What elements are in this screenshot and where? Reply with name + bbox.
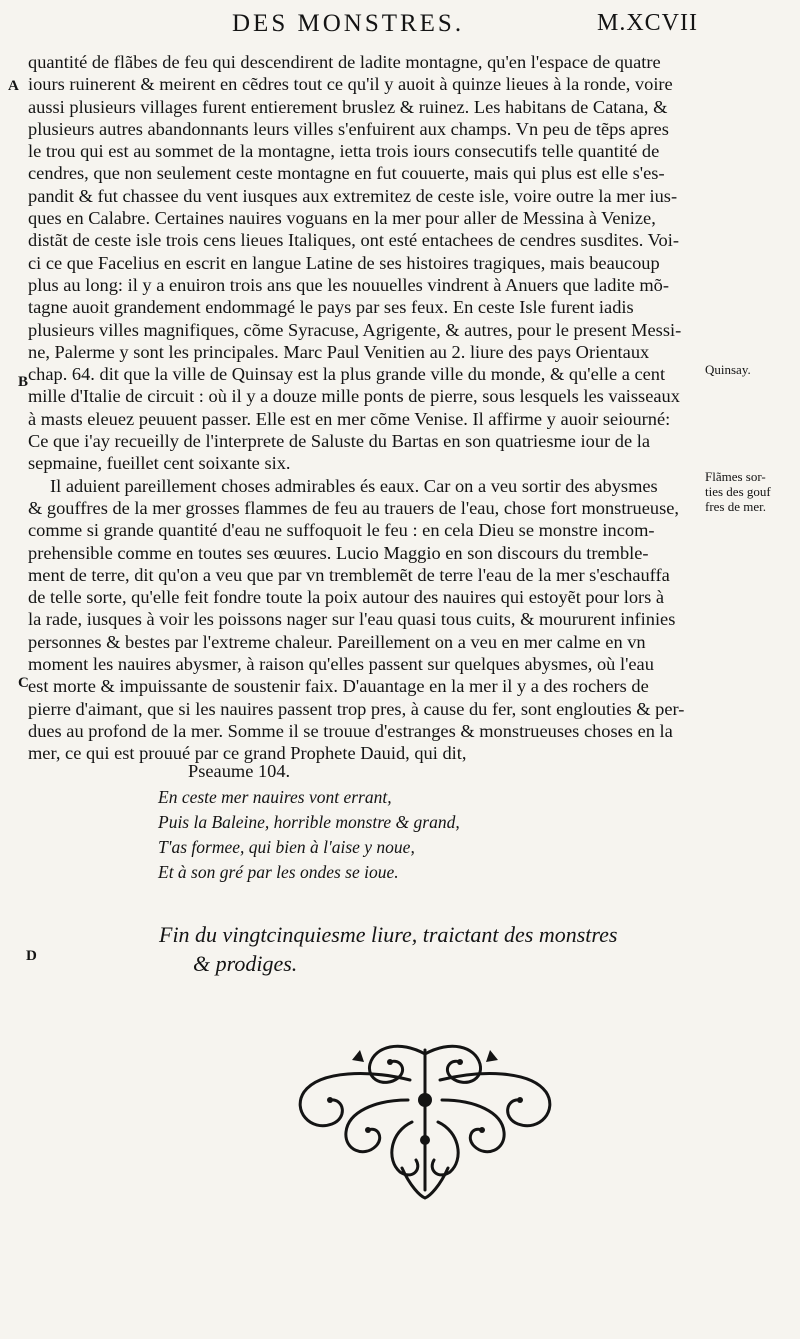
section-letter-d: D bbox=[26, 948, 37, 964]
margin-note-text: Quinsay. bbox=[705, 362, 751, 377]
text-line: chap. 64. dit que la ville de Quinsay est la plus grande ville du monde, & qu'elle a cent bbox=[28, 364, 666, 385]
text-line: moment les nauires abysmer, à raison qu'elles passent sur quelques abysmes, où l'eau bbox=[28, 654, 654, 675]
text-line: la rade, iusques à voir les poissons nager sur l'eau quasi tous cuits, & moururent infinies bbox=[28, 609, 676, 630]
text-line: sepmaine, fueillet cent soixante six. bbox=[28, 453, 291, 474]
text-line: ci ce que Facelius en escrit en langue Latine de ses histoires tragiques, mais beaucoup bbox=[28, 252, 660, 273]
text-line: est morte & impuissante de soustenir faix. D'auantage en la mer il y a des rochers de bbox=[28, 676, 649, 697]
text-line: à masts eleuez peuuent passer. Elle est en mer cõme Venise. Il affirme y auoir seiourné: bbox=[28, 408, 671, 429]
margin-note-quinsay bbox=[705, 362, 795, 377]
text-line: ne, Palerme y sont les principales. Marc Paul Venitien au 2. liure des pays Orientaux bbox=[28, 341, 650, 362]
show-through-left bbox=[60, 800, 160, 844]
margin-note-line: ties des gouf bbox=[705, 484, 771, 499]
verse-line: T'as formee, qui bien à l'aise y noue, bbox=[158, 837, 415, 857]
colophon-line: Fin du vingtcinquiesme liure, traictant des monstres bbox=[159, 922, 618, 947]
margin-note-line: Flãmes sor- bbox=[705, 469, 766, 484]
colophon-line: & prodiges. bbox=[193, 951, 298, 976]
text-line: distãt de ceste isle trois cens lieues Italiques, ont esté entachees de cendres susdites. Voi- bbox=[28, 230, 679, 251]
running-head: DES MONSTRES. bbox=[232, 10, 465, 37]
text-line: mer, ce qui est prouué par ce grand Prophete Dauid, qui dit, bbox=[28, 743, 467, 764]
text-line: le trou qui est au sommet de la montagne, ietta trois iours consecutifs telle quantité de bbox=[28, 141, 660, 162]
text-line: iours ruinerent & meirent en cẽdres tout ce qu'il y auoit à quinze lieues à la ronde, voire bbox=[28, 74, 673, 95]
text-line: comme si grande quantité d'eau ne suffoquoit le feu : en cela Dieu se monstre incom- bbox=[28, 520, 655, 541]
text-line: ment de terre, dit qu'on a veu que par vn tremblemẽt de terre l'eau de la mer s'eschauffa bbox=[28, 564, 670, 585]
text-line: pierre d'aimant, que si les nauires passent trop pres, à cause du fer, sont englouties & per- bbox=[28, 698, 685, 719]
text-line: plusieurs autres abandonnants leurs villes s'enfuirent aux champs. Vn peu de tẽps apres bbox=[28, 118, 669, 139]
text-line: Il aduient pareillement choses admirables és eaux. Car on a veu sortir des abysmes bbox=[50, 475, 658, 496]
verse-line: Et à son gré par les ondes se ioue. bbox=[158, 862, 399, 882]
text-line: aussi plusieurs villages furent entierement bruslez & ruinez. Les habitans de Catana, & bbox=[28, 96, 668, 117]
psalm-title: Pseaume 104. bbox=[188, 761, 291, 781]
text-line: dues au profond de la mer. Somme il se trouue d'estranges & monstrueuses choses en la bbox=[28, 720, 673, 741]
margin-note-flames bbox=[705, 469, 795, 514]
text-line: Ce que i'ay recueilly de l'interprete de Saluste du Bartas en son quatriesme iour de la bbox=[28, 431, 650, 452]
text-line: ques en Calabre. Certaines nauires voguans en la mer pour aller de Messina à Venize, bbox=[28, 208, 656, 229]
main-text bbox=[28, 51, 702, 765]
text-line: & gouffres de la mer grosses flammes de feu au trauers de l'eau, chose fort monstrueuse, bbox=[28, 497, 680, 518]
text-line: de telle sorte, qu'elle feit fondre toute la poix autour des nauires qui estoyẽt pour lors à bbox=[28, 587, 665, 608]
section-letter-b: B bbox=[18, 374, 29, 390]
text-line: plusieurs villes magnifiques, cõme Syracuse, Agrigente, & autres, pour le present Messi- bbox=[28, 319, 682, 340]
colophon bbox=[159, 920, 629, 978]
psalm-verses bbox=[158, 785, 460, 885]
fleuron-ornament-icon bbox=[290, 1040, 560, 1200]
text-line: tagne auoit grandement endommagé le pays par ses feux. En ceste Isle furent iadis bbox=[28, 297, 634, 318]
text-line: mille d'Italie de circuit : où il y a douze mille ponts de pierre, sous lesquels les vaisseaux bbox=[28, 386, 680, 407]
margin-note-line: fres de mer. bbox=[705, 499, 767, 514]
text-line: plus au long: il y a enuiron trois ans que les nouuelles vindrent à Anuers que ladite mõ- bbox=[28, 274, 669, 295]
verse-line: En ceste mer nauires vont errant, bbox=[158, 787, 392, 807]
page-header bbox=[0, 10, 800, 50]
folio-number: M.XCVII bbox=[597, 10, 698, 36]
text-line: quantité de flãbes de feu qui descendirent de ladite montagne, qu'en l'espace de quatre bbox=[28, 52, 661, 72]
text-line: cendres, que non seulement ceste montagne en fut couuerte, mais qui plus est elle s'es- bbox=[28, 163, 665, 184]
verse-line: Puis la Baleine, horrible monstre & grand, bbox=[158, 812, 460, 832]
section-letter-c: C bbox=[18, 675, 29, 691]
section-letter-a: A bbox=[8, 78, 19, 94]
text-line: personnes & bestes par l'extreme chaleur. Pareillement on a veu en mer calme en vn bbox=[28, 631, 646, 652]
text-line: prehensible comme en toutes ses œuures. Lucio Maggio en son discours du tremble- bbox=[28, 542, 649, 563]
text-line: pandit & fut chassee du vent iusques aux extremitez de ceste isle, voire outre la mer ius- bbox=[28, 185, 678, 206]
